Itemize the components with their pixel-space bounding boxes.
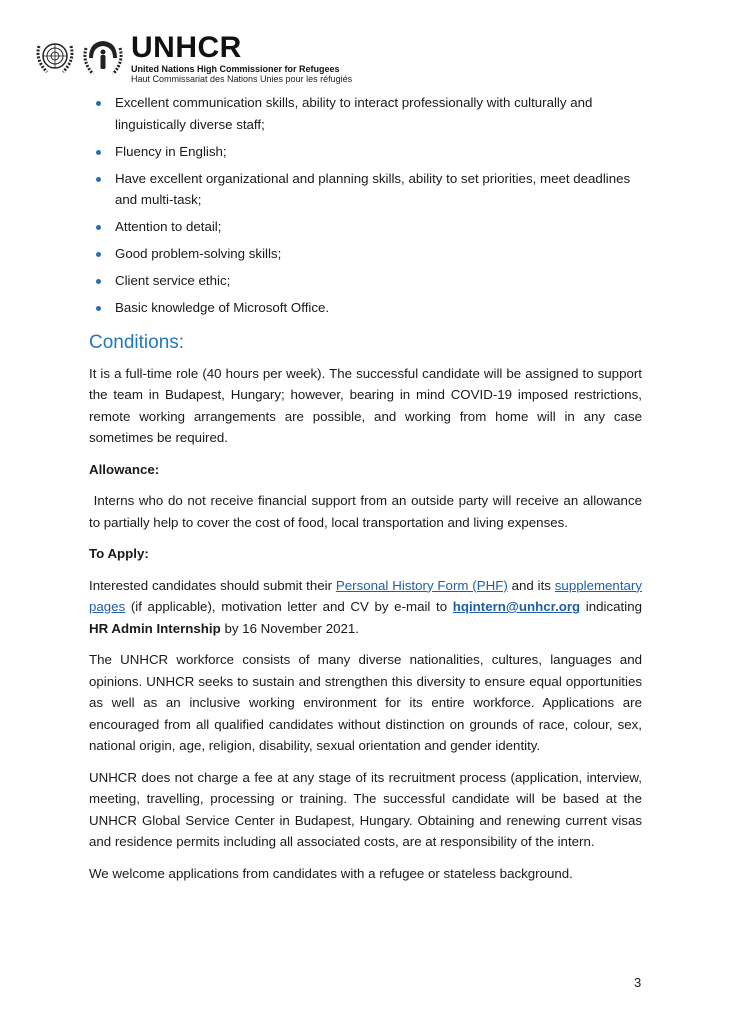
list-item: Basic knowledge of Microsoft Office. — [89, 297, 642, 319]
apply-text: by 16 November 2021. — [220, 620, 359, 636]
apply-paragraph — [89, 575, 642, 640]
conditions-paragraph: It is a full-time role (40 hours per week). The successful candidate will be assigned to support the team in Budapest, Hungary; however, bearing in mind COVID-19 imposed restrictions, remote working arrangements are possible, and working from home will in any case sometimes be required. — [89, 365, 642, 445]
phf-link[interactable]: Personal History Form (PHF) — [335, 577, 508, 593]
skills-list — [89, 92, 642, 319]
document-header — [33, 30, 353, 84]
unhcr-emblem-icon — [81, 36, 125, 80]
conditions-heading: Conditions: — [89, 331, 185, 353]
allowance-label: Allowance: — [89, 461, 160, 477]
list-item: Fluency in English; — [89, 141, 642, 163]
org-acronym: UNHCR — [131, 30, 242, 64]
supplementary-pages-link[interactable]: supplementary pages — [89, 577, 642, 614]
list-item: Have excellent organizational and planning skills, ability to set priorities, meet deadlines and multi-task; — [89, 168, 642, 211]
un-emblem-icon — [33, 36, 77, 80]
list-item: Attention to detail; — [89, 216, 642, 238]
org-name-fr: Haut Commissariat des Nations Unies pour les réfugiés — [131, 73, 353, 84]
diversity-paragraph: The UNHCR workforce consists of many diverse nationalities, cultures, languages and opinions. UNHCR seeks to sustain and strengthen this diversity to ensure equal opportunities as well as an inclusive working environment for its entire workforce. Applications are encouraged from all qualified candidates without distinction on grounds of race, colour, sex, national origin, age, religion, disability, sexual orientation and gender identity. — [89, 652, 642, 753]
welcome-paragraph: We welcome applications from candidates with a refugee or stateless background. — [89, 865, 573, 881]
apply-text: (if applicable), motivation letter and CV by e-mail to — [125, 599, 453, 614]
apply-text: Interested candidates should submit their — [89, 577, 336, 593]
list-item: Excellent communication skills, ability to interact professionally with culturally and linguistically diverse staff; — [89, 92, 642, 135]
list-item: Client service ethic; — [89, 270, 642, 292]
org-name-en: United Nations High Commissioner for Refugees — [131, 63, 340, 74]
brand-block — [131, 30, 353, 84]
apply-text: and its — [507, 577, 555, 593]
allowance-paragraph: Interns who do not receive financial support from an outside party will receive an allowance to partially help to cover the cost of food, local transportation and living expenses. — [89, 493, 646, 530]
email-link[interactable]: hqintern@unhcr.org — [452, 599, 581, 614]
position-title: HR Admin Internship — [89, 620, 221, 636]
fees-paragraph: UNHCR does not charge a fee at any stage of its recruitment process (application, interview, meeting, travelling, processing or training. The successful candidate will be based at the UNHCR Global Service Center in Budapest, Hungary. Obtaining and renewing current visas and residence permits including all associated costs, are at responsibility of the intern. — [89, 769, 642, 849]
document-body — [89, 92, 646, 894]
apply-text: indicating — [580, 599, 642, 614]
page-number: 3 — [634, 975, 642, 990]
list-item: Good problem-solving skills; — [89, 243, 642, 265]
apply-label: To Apply: — [89, 546, 149, 561]
